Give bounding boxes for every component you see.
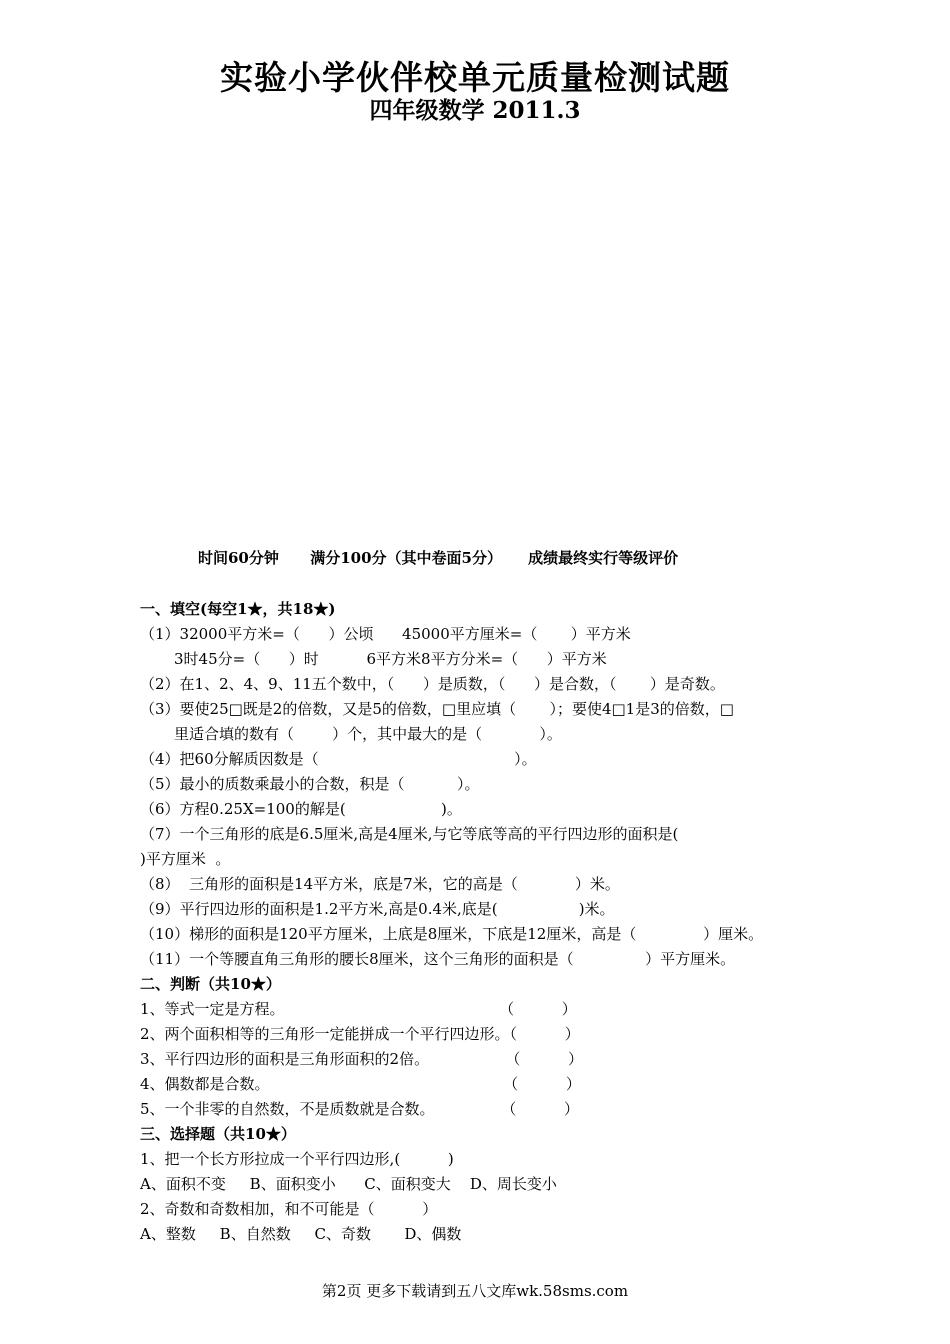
question-line: （3）要使25□既是2的倍数，又是5的倍数，□里应填（ ）；要使4□1是3的倍数，□ xyxy=(140,700,734,718)
question-line: （2）在1、2、4、9、11五个数中，（ ）是质数，（ ）是合数，（ ）是奇数。 xyxy=(140,675,725,693)
judgement-item: 5、一个非零的自然数，不是质数就是合数。 （ ） xyxy=(140,1100,579,1118)
question-line: （9）平行四边形的面积是1.2平方米,高是0.4米,底是( )米。 xyxy=(140,900,615,918)
page-footer: 第2页 更多下载请到五八文库wk.58sms.com xyxy=(321,1282,629,1300)
section-heading-choice: 三、选择题（共10★） xyxy=(140,1125,296,1143)
question-line: （10）梯形的面积是120平方厘米，上底是8厘米，下底是12厘米，高是（ ）厘米。 xyxy=(140,925,764,943)
section-heading-fill-in: 一、填空(每空1★，共18★) xyxy=(140,600,336,618)
choice-options: A、整数 B、自然数 C、奇数 D、偶数 xyxy=(140,1225,462,1243)
question-line: （4）把60分解质因数是（ ）。 xyxy=(140,750,537,768)
judgement-item: 2、两个面积相等的三角形一定能拼成一个平行四边形。（ ） xyxy=(140,1025,580,1043)
page-subtitle: 四年级数学 2011.3 xyxy=(369,97,581,124)
question-line: （6）方程0.25X=100的解是( )。 xyxy=(140,800,462,818)
question-line: 里适合填的数有（ ）个，其中最大的是（ ）。 xyxy=(174,725,562,743)
exam-info-line: 时间60分钟 满分100分（其中卷面5分） 成绩最终实行等级评价 xyxy=(198,549,679,567)
judgement-item: 4、偶数都是合数。 （ ） xyxy=(140,1075,581,1093)
judgement-item: 1、等式一定是方程。 （ ） xyxy=(140,1000,577,1018)
question-line: )平方厘米 。 xyxy=(140,850,231,868)
question-line: （8） 三角形的面积是14平方米，底是7米，它的高是（ ）米。 xyxy=(140,875,620,893)
question-line: （5）最小的质数乘最小的合数，积是（ ）。 xyxy=(140,775,480,793)
section-heading-judgement: 二、判断（共10★） xyxy=(140,975,281,993)
question-line: （11）一个等腰直角三角形的腰长8厘米，这个三角形的面积是（ ）平方厘米。 xyxy=(140,950,736,968)
judgement-item: 3、平行四边形的面积是三角形面积的2倍。 （ ） xyxy=(140,1050,584,1068)
question-line: 3时45分=（ ）时 6平方米8平方分米=（ ）平方米 xyxy=(174,650,607,668)
question-line: （1）32000平方米=（ ）公顷 45000平方厘米=（ ）平方米 xyxy=(140,625,631,643)
choice-options: A、面积不变 B、面积变小 C、面积变大 D、周长变小 xyxy=(140,1175,557,1193)
choice-question: 2、奇数和奇数相加，和不可能是（ ） xyxy=(140,1200,438,1218)
question-line: （7）一个三角形的底是6.5厘米,高是4厘米,与它等底等高的平行四边形的面积是( xyxy=(140,825,679,843)
page-title: 实验小学伙伴校单元质量检测试题 xyxy=(220,58,730,97)
exam-content xyxy=(140,597,840,1247)
choice-question: 1、把一个长方形拉成一个平行四边形,( ) xyxy=(140,1150,454,1168)
